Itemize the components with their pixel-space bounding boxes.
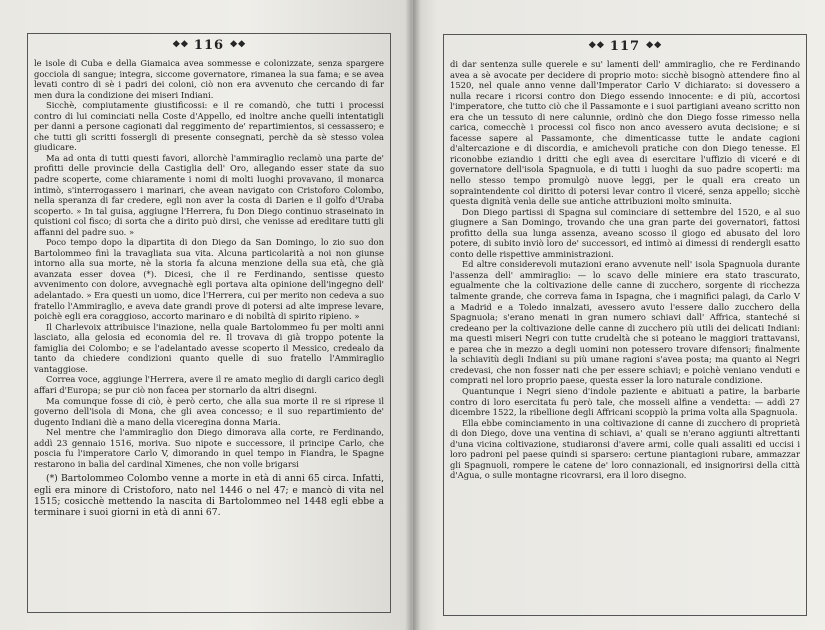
paragraph: Quantunque i Negri sieno d'indole paziente e abituati a patire, la barbarie contro di loro esercitata fu però tale, che mosseli alfine a vendetta: — addì 27 dicembre 1522, la ribellione degli Affricani scoppiò la prima volta alla Spagnuola. — [450, 385, 800, 418]
paragraph: Poco tempo dopo la dipartita di don Diego da San Domingo, lo zio suo don Bartolommeo finì la travagliata sua vita. Alcuna particolarità a noi non giunse intorno alla sua morte, nè la storia fa alcuna menzione della sua età, che già avanzata esser dovea (*). Dicesi, che il re Ferdinando, sentisse questo avvenimento con dolore, avvegnachè egli portava alta opinione dell'ingegno dell' adelantado. » Era questi un uomo, dice l'Herrera, cui per merito non cedeva a suo fratello l'Ammiraglio, e aveva date grandi prove di potersi ad alte imprese levare, poichè egli era coraggioso, accorto marinaro e di nobiltà di spirito ripieno. » — [34, 237, 384, 322]
right-page-header — [444, 39, 806, 54]
footnote-text: (*) Bartolommeo Colombo venne a morte in età di anni 65 circa. Infatti, egli era minore di Cristoforo, nato nel 1446 o nel 47; e mancò di vita nel 1515; cosicchè mettendo la nascita di Bartolommeo nel 1448 egli ebbe a terminare i suoi giorni in età di anni 67. — [34, 473, 384, 518]
paragraph: Correa voce, aggiunge l'Herrera, avere il re amato meglio di dargli carico degli affari d'Europa; se pur ciò non facea per stornarlo da altri disegni. — [34, 374, 384, 395]
paragraph: Ma ad onta di tutti questi favori, allorchè l'ammiraglio reclamò una parte de' profitti delle provincie della Castiglia dell' Oro, allegando esser state da suo padre scoperte, come chiaramente i nomi di molti luoghi provavano, il monarca intimò, s'interrogassero i marinari, che avean navigato con Cristoforo Colombo, nella speranza di far credere, egli non aver la costa di Darien e il golfo d'Uraba scoperto. » In tal guisa, aggiugne l'Herrera, fu Don Diego continuo straseinato in quistioni col fisco; di sorta che a dirito può dirsi, che venisse ad ereditare tutti gli affanni del padre suo. » — [34, 152, 384, 237]
paragraph: Nel mentre che l'ammiraglio don Diego dimorava alla corte, re Ferdinando, addì 23 gennaio 1516, moriva. Suo nipote e successore, il principe Carlo, che poscia fu l'imperatore Carlo V, dimorando in quel tempo in Fiandra, le Spagne restarono in balìa del cardinal Ximenes, che non volle brigarsi — [34, 427, 384, 469]
left-page-header — [28, 38, 390, 53]
right-page-body — [450, 59, 800, 611]
paragraph: Ed altre considerevoli mutazioni erano avvenute nell' isola Spagnuola durante l'assenza dell' ammiraglio: — lo scavo delle miniere era stato trascurato, egualmente che la coltivazione delle canne di zucchero, sorgente di ricchezza talmente grande, che correva fama in Ispagna, che i magnifici palagi, da Carlo V a Madrid e a Toledo innalzati, avessero avuto l'essere dallo zucchero della Spagnuola; s'erano menati in gran numero schiavi dall' Affrica, stanteché si credeano per la coltivazione delle canne di zucchero più utili dei delicati Indiani: ma questi miseri Negri con tutte crudeltà che si poteano le maggiori trattavansi, e parea che in mezzo a degli uomini non potessero trovare difensori; finalmente la schiavitù degli Indiani su più umane ragioni s'avea posta; ma quanto ai Negri credevasi, che non fosser nati che per essere schiavi; e poichè veniano venduti e comprati nel loro proprio paese, questa esser la loro naturale condizione. — [450, 259, 800, 386]
right-page-frame — [443, 34, 807, 616]
ornament-icon: ❖❖ — [172, 40, 189, 50]
paragraph: le isole di Cuba e della Giamaica avea sommesse e colonizzate, senza spargere gocciola di sangue; integra, siccome governatore, rimanea la sua fama; e se avea levati contro di sè i padri dei coloni, ciò non era avvenuto che cercando di far men dura la condizione dei miseri Indiani. — [34, 58, 384, 100]
footnote — [34, 473, 384, 518]
left-page-frame — [27, 33, 391, 613]
ornament-icon: ❖❖ — [588, 41, 605, 51]
paragraph: Il Charlevoix attribuisce l'inazione, nella quale Bartolommeo fu per molti anni lasciato, alla gelosia ed economia del re. Il trovava di già troppo potente la famiglia dei Colombo; e se l'adelantado avesse scoperto il Messico, credealo da tanto da chiedere condizioni quanto quelle di suo fratello l'Ammiraglio vantaggiose. — [34, 321, 384, 374]
paragraph: di dar sentenza sulle querele e su' lamenti dell' ammiraglio, che re Ferdinando avea a sè avocate per decidere di proprio moto: sicchè bisognò attendere fino al 1520, nel quale anno venne dall'Imperator Carlo V dichiarato: si dovessero a nulla recare i ricorsi contro don Diego essendo innocente: e di più, accortosi l'imperatore, che tutto ciò che il Passamonte e i suoi partigiani aveano scritto non era che un tessuto di nere calunnie, ordinò che don Diego fosse rimesso nella carica, comecchè i processi col fisco non anco avessero avuta decisione; e si facesse sapere al Passamonte, che dimenticasse tutte le andate cagioni d'altercazione e di discordia, e amichevoli pratiche con don Diego tenesse. El riconobbe eziandio i dritti che egli avea di esercitare l'uffizio di viceré e di governatore dell'isola Spagnuola, e di tutti i luoghi da suo padre scoperti: ma nello stesso tempo promulgò nuove leggi, per le quali era creato un sopraintendente col diritto di potersi levar contro il viceré, senza appello; sicchè questa dignità venìa delle sue antiche attribuzioni molto sminuita. — [450, 59, 800, 207]
ornament-icon: ❖❖ — [229, 40, 246, 50]
right-page — [413, 0, 825, 630]
left-page-body — [34, 58, 384, 608]
left-page — [0, 0, 412, 630]
paragraph: Sicchè, compiutamente giustificossi: e il re comandò, che tutti i processi contro di lui cominciati nella Coste d'Appello, ed inoltre anche quelli intentatigli per danni a persone cagionati dal reggimento de' repartimientos, si cessassero; e che tutti gli scritti fossergli di presente consegnati, perchè da sè stesso volea giudicare. — [34, 100, 384, 153]
paragraph: Ma comunque fosse di ciò, è però certo, che alla sua morte il re si riprese il governo dell'isola di Mona, che gli avea concesso; e il suo repartimiento de' dugento Indiani diè a mano della viceregina donna Maria. — [34, 395, 384, 427]
book-gutter — [405, 0, 421, 630]
right-page-number: 117 — [609, 39, 641, 54]
left-page-number: 116 — [193, 38, 225, 53]
paragraph: Don Diego partissi di Spagna sul cominciare di settembre del 1520, e al suo giugnere a San Domingo, trovando che una gran parte dei governatori, fattosi profitto della sua lunga assenza, aveano scosso il giogo ed abusato del loro potere, di subito inviò loro de' successori, ed intimò ai dimessi di rendergli esatto conto delle rispettive amministrazioni. — [450, 206, 800, 259]
paragraph: Ella ebbe cominciamento in una coltivazione di canne di zucchero di proprietà di don Diego, dove una ventina di schiavi, a' quali se n'erano aggiunti altrettanti d'una vicina coltivazione, studiaronsi d'avere armi, colle quali assaliti ed uccisi i loro padroni pel paese quindi si sparsero: certune piantagioni rubare, ammazzar gli Spagnuoli, rompere le catene de' loro connazionali, ed insignorirsi della città d'Agua, o sulle montagne ricovrarsi, era il loro disegno. — [450, 417, 800, 481]
ornament-icon: ❖❖ — [645, 41, 662, 51]
